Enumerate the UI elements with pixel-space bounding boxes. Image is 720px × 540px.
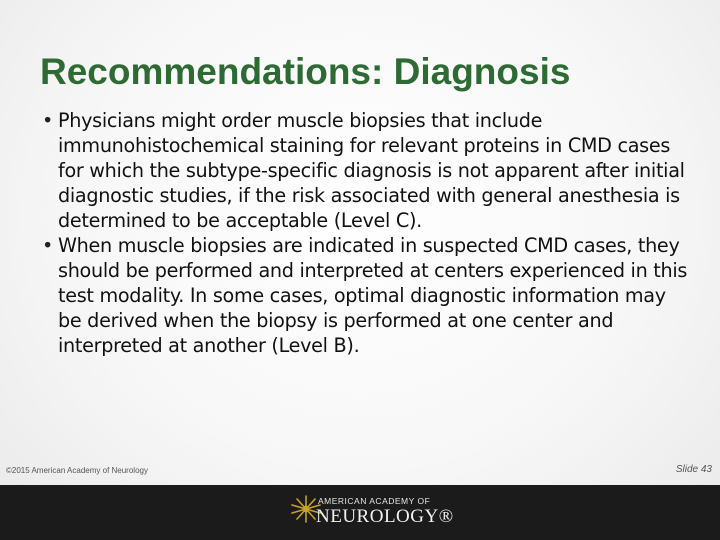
bullet-dot: •	[42, 234, 54, 257]
bullet-text: Physicians might order muscle biopsies that include immunohistochemical staining for relevant proteins in CMD cases for which the subtype-specific diagnosis is not apparent after initial diagnostic studies, if the risk associated with general anesthesia is determined to be acceptable (Level C).	[58, 109, 685, 232]
bullet-list	[40, 108, 690, 358]
slide-title: Recommendations: Diagnosis	[40, 51, 571, 92]
bullet-item	[40, 233, 690, 358]
slide-number: Slide 43	[675, 464, 712, 475]
bullet-dot: •	[42, 109, 54, 132]
bullet-text: When muscle biopsies are indicated in suspected CMD cases, they should be performed and interpreted at centers experienced in this test modality. In some cases, optimal diagnostic information may be derived when the biopsy is performed at one center and interpreted at another (Level B).	[58, 234, 688, 357]
bullet-item	[40, 108, 690, 233]
logo-line-2: NEUROLOGY®	[316, 506, 454, 527]
copyright-notice: ©2015 American Academy of Neurology	[6, 466, 148, 475]
aan-logo	[286, 494, 454, 532]
logo-line-1: AMERICAN ACADEMY OF	[318, 496, 431, 506]
